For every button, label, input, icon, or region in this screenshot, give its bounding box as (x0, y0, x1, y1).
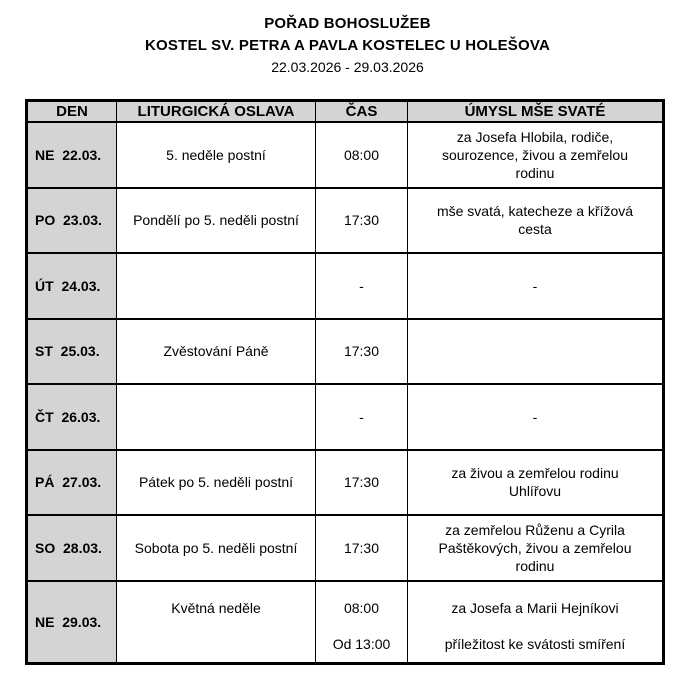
time-cell: - (316, 254, 408, 318)
time-cell: 17:30 (316, 451, 408, 515)
intention-cell: mše svatá, katecheze a křížová cesta (436, 203, 634, 238)
intention-cell (408, 320, 662, 384)
document-header (0, 0, 695, 78)
time-cell: 17:30 (316, 516, 408, 580)
intention-cell: za zemřelou Růženu a Cyrila Paštěkových, živou a zemřelou rodinu (438, 521, 632, 574)
celebration-cell: Sobota po 5. neděli postní (117, 516, 316, 580)
date-range: 22.03.2026 - 29.03.2026 (271, 59, 424, 75)
celebration-cell (117, 254, 316, 318)
intention-entry-1: za Josefa a Marii Hejníkovi (451, 600, 619, 616)
table-row (28, 320, 662, 386)
table-row (28, 516, 662, 582)
column-header-den: DEN (28, 102, 117, 121)
intention-cell: za živou a zemřelou rodinu Uhlířovu (451, 465, 619, 500)
day-cell: PÁ 27.03. (28, 451, 117, 515)
time-entry-2: Od 13:00 (332, 635, 391, 652)
time-cell: - (316, 385, 408, 449)
day-cell: NE 22.03. (28, 123, 117, 187)
intention-entry-2: příležitost ke svátosti smíření (444, 635, 626, 652)
column-header-liturgicka-oslava: LITURGICKÁ OSLAVA (117, 102, 316, 121)
celebration-cell (117, 385, 316, 449)
time-entry-1: 08:00 (343, 600, 380, 616)
day-cell: ÚT 24.03. (28, 254, 117, 318)
time-cell (316, 582, 408, 662)
celebration-cell: Pondělí po 5. neděli postní (117, 189, 316, 253)
day-cell: ST 25.03. (28, 320, 117, 384)
celebration-cell: Zvěstování Páně (117, 320, 316, 384)
time-cell: 08:00 (316, 123, 408, 187)
intention-cell (408, 582, 662, 662)
church-name: KOSTEL SV. PETRA A PAVLA KOSTELEC U HOLEŠOVA (145, 37, 550, 54)
intention-cell: - (532, 408, 538, 425)
table-row (28, 123, 662, 189)
celebration-cell: 5. neděle postní (117, 123, 316, 187)
time-cell: 17:30 (316, 189, 408, 253)
celebration-text: Květná neděle (171, 600, 261, 616)
day-cell: ČT 26.03. (28, 385, 117, 449)
table-row (28, 254, 662, 320)
celebration-cell (117, 582, 316, 662)
table-row (28, 451, 662, 517)
time-cell: 17:30 (316, 320, 408, 384)
table-row (28, 385, 662, 451)
table-row (28, 582, 662, 662)
celebration-cell: Pátek po 5. neděli postní (117, 451, 316, 515)
intention-cell: - (532, 277, 538, 294)
intention-cell: za Josefa Hlobila, rodiče, sourozence, živou a zemřelou rodinu (442, 128, 628, 181)
column-header-umysl: ÚMYSL MŠE SVATÉ (408, 102, 662, 121)
page-title: POŘAD BOHOSLUŽEB (264, 15, 431, 32)
celebration-spacer (121, 635, 311, 662)
day-cell: NE 29.03. (28, 582, 117, 662)
schedule-table (25, 99, 665, 665)
table-row (28, 189, 662, 255)
day-cell: SO 28.03. (28, 516, 117, 580)
column-header-cas: ČAS (316, 102, 408, 121)
day-cell: PO 23.03. (28, 189, 117, 253)
table-header-row (28, 102, 662, 123)
